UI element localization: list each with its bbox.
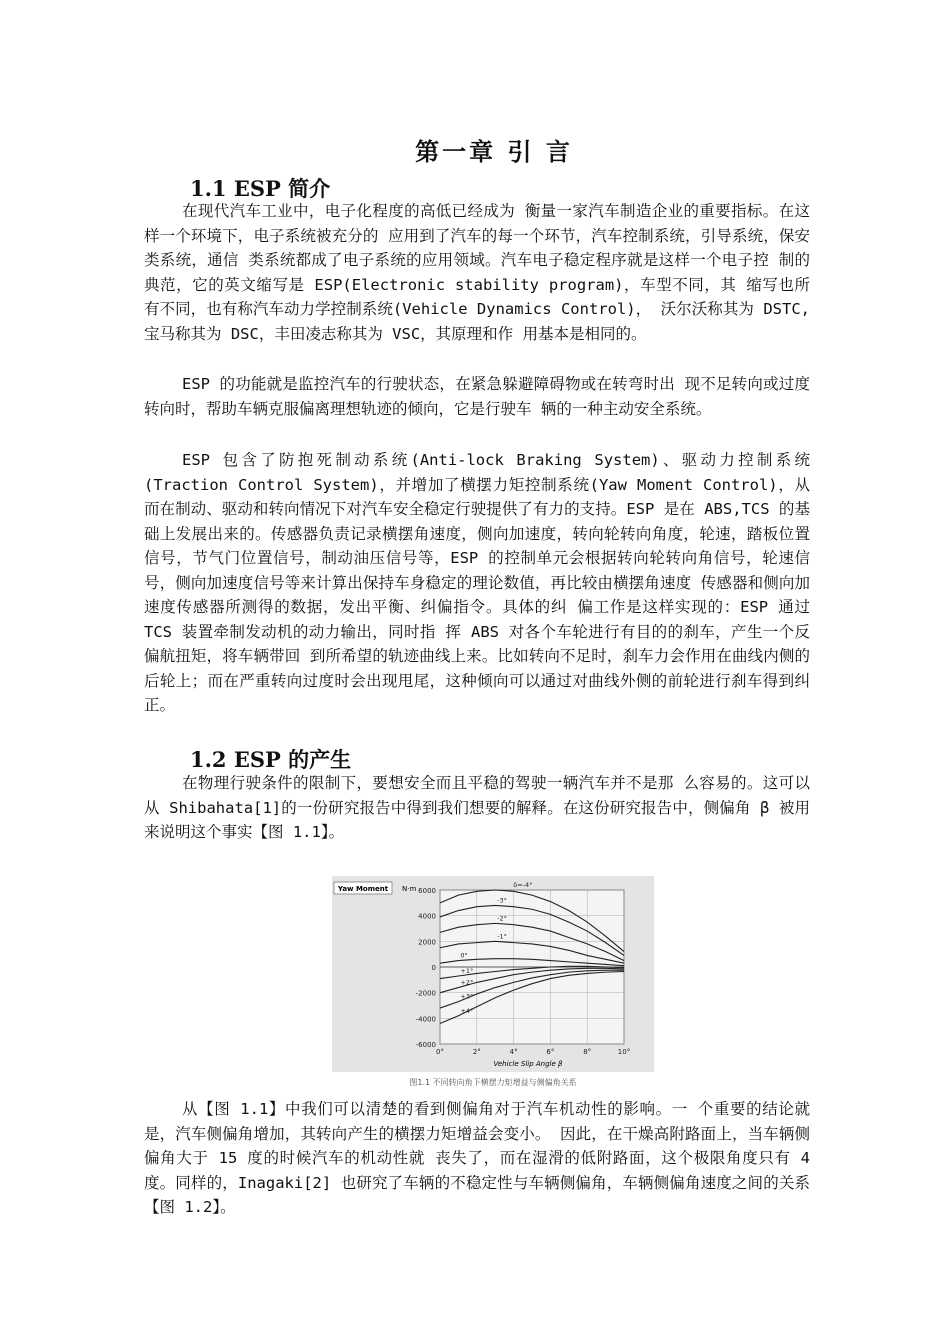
y-tick-label: 4000: [418, 912, 436, 921]
series-label: -3°: [497, 896, 507, 905]
yaw-moment-chart: [332, 876, 654, 1072]
figure-caption: 图1.1 不同转向角下横摆力矩增益与侧偏角关系: [409, 1078, 577, 1087]
series-label: 0°: [460, 951, 468, 960]
y-tick-label: 2000: [418, 938, 436, 947]
y-tick-label: -4000: [415, 1015, 436, 1024]
x-tick-label: 4°: [509, 1048, 518, 1056]
paragraph-esp-components: ESP 包含了防抱死制动系统(Anti-lock Braking System)、驱动力控制系统 (Traction Control System)，并增加了横摆力矩控制系统(Yaw Moment Control)，从而在制动、驱动和转向情况下对汽车安全稳定行驶提供了有力的支持。ESP 是在 ABS,TCS 的基础上发展出来的。传感器负责记录横摆角速度，侧向加速度，转向轮转向角度，轮速，踏板位置信号，节气门位置信号，制动油压信号等，ESP 的控制单元会根据转向轮转向角信号，轮速信号，侧向加速度信号等来计算出保持车身稳定的理论数值，再比较由横摆角速度 传感器和侧向加速度传感器所测得的数据，发出平衡、纠偏指令。具体的纠 偏工作是这样实现的：ESP 通过 TCS 装置牵制发动机的动力输出，同时指 挥 ABS 对各个车轮进行有目的的刹车，产生一个反偏航扭矩，将车辆带回 到所希望的轨迹曲线上来。比如转向不足时，刹车力会作用在曲线内侧的后轮上；而在严重转向过度时会出现甩尾，这种倾向可以通过对曲线外侧的前轮进行刹车得到纠正。: [144, 451, 810, 714]
x-tick-label: 8°: [583, 1048, 592, 1056]
y-tick-label: -6000: [415, 1041, 436, 1049]
series-label: +4°: [460, 1006, 474, 1015]
y-tick-label: -2000: [415, 989, 436, 998]
x-tick-label: 2°: [472, 1048, 481, 1056]
y-axis-label: Yaw Moment: [337, 885, 389, 893]
paragraph-esp-origin: 在物理行驶条件的限制下，要想安全而且平稳的驾驶一辆汽车并不是那 么容易的。这可以从 Shibahata[1]的一份研究报告中得到我们想要的解释。在这份研究报告中，侧偏角 β 被用来说明这个事实【图 1.1】。: [144, 774, 810, 841]
x-axis-label: Vehicle Slip Angle β: [493, 1060, 563, 1068]
x-tick-label: 10°: [617, 1048, 631, 1056]
series-label: +3°: [460, 992, 474, 1001]
chapter-title: 第一章 引 言: [415, 137, 573, 166]
paragraph-esp-function: ESP 的功能就是监控汽车的行驶状态，在紧急躲避障碍物或在转弯时出 现不足转向或过度转向时，帮助车辆克服偏离理想轨迹的倾向，它是行驶车 辆的一种主动安全系统。: [144, 375, 810, 418]
series-label: -2°: [497, 914, 507, 923]
series-label: +1°: [460, 966, 474, 975]
series-label: +2°: [460, 978, 474, 987]
y-tick-label: 0: [431, 964, 436, 972]
series-label: -1°: [497, 932, 507, 941]
series-label: δ=-4°: [513, 881, 533, 889]
paragraph-esp-intro: 在现代汽车工业中，电子化程度的高低已经成为 衡量一家汽车制造企业的重要指标。在这样一个环境下，电子系统被充分的 应用到了汽车的每一个环节，汽车控制系统，引导系统，保安类系统，通信 类系统都成了电子系统的应用领域。汽车电子稳定程序就是这样一个电子控 制的典范，它的英文缩写是 ESP(Electronic stability program)，车型不同，其 缩写也所有不同，也有称汽车动力学控制系统(Vehicle Dynamics Control)， 沃尔沃称其为 DSTC,宝马称其为 DSC，丰田凌志称其为 VSC，其原理和作 用基本是相同的。: [144, 202, 810, 343]
x-tick-label: 0°: [436, 1048, 444, 1056]
section-heading-1-1: 1.1 ESP 简介: [190, 176, 331, 201]
section-heading-1-2: 1.2 ESP 的产生: [190, 747, 352, 772]
x-tick-label: 6°: [546, 1048, 555, 1056]
figure-1-1: [332, 876, 654, 1072]
y-axis-unit: N·m: [402, 885, 417, 893]
y-tick-label: 6000: [418, 887, 436, 895]
paragraph-after-figure: 从【图 1.1】中我们可以清楚的看到侧偏角对于汽车机动性的影响。一 个重要的结论就是，汽车侧偏角增加，其转向产生的横摆力矩增益会变小。 因此，在干燥高附路面上，当车辆侧偏角大于 15 度的时候汽车的机动性就 丧失了，而在湿滑的低附路面，这个极限角度只有 4 度。同样的，Inagaki[2] 也研究了车辆的不稳定性与车辆侧偏角，车辆侧偏角速度之间的关系【图 1.2】。: [144, 1100, 810, 1216]
